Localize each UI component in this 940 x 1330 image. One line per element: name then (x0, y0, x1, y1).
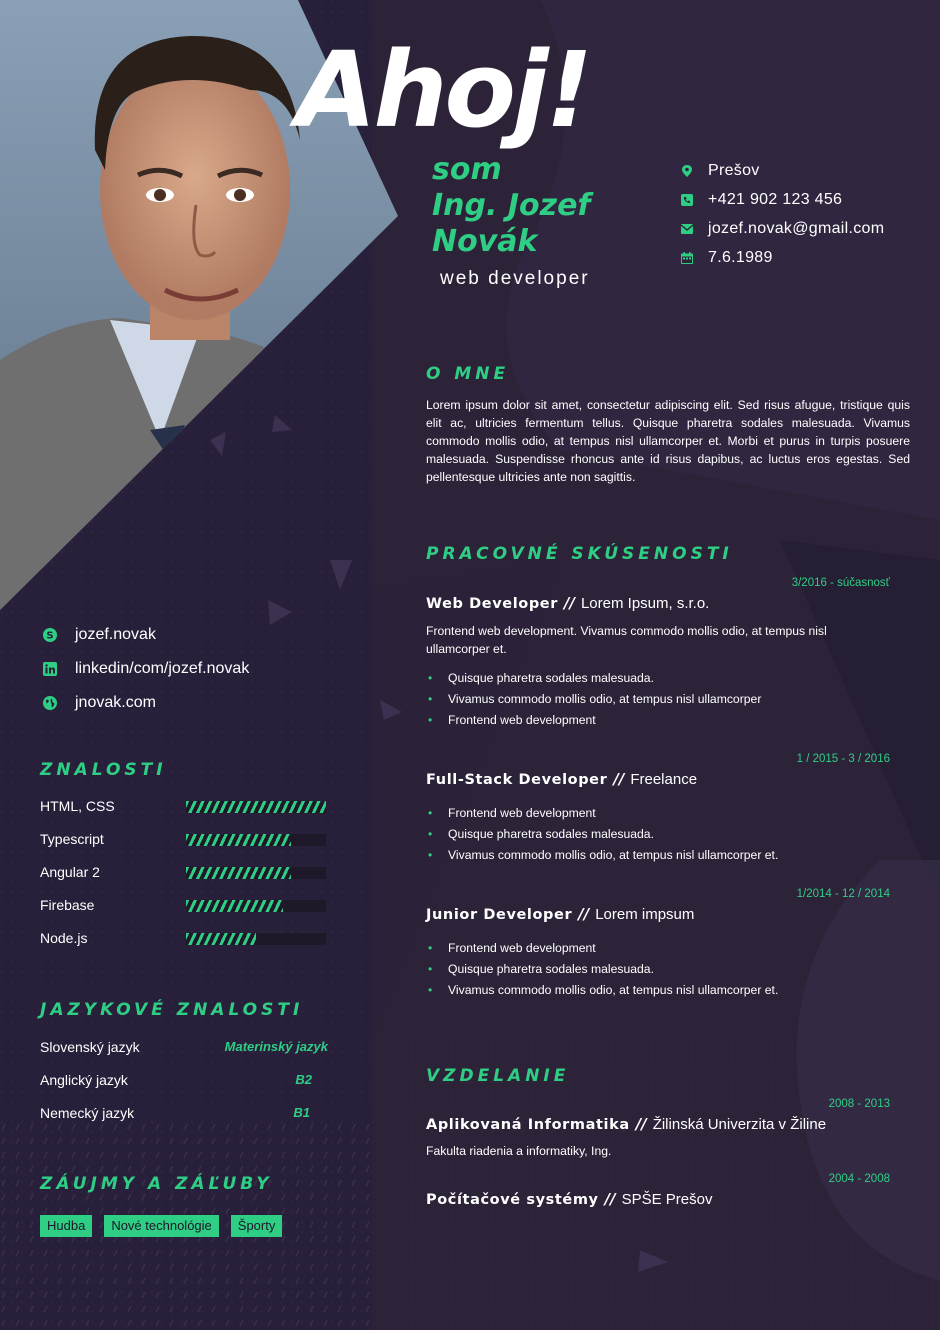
skill-fill (186, 900, 283, 912)
skype-icon (42, 627, 58, 643)
phone-icon (680, 193, 694, 207)
education-heading (426, 1115, 826, 1133)
language-level: Materinský jazyk (224, 1039, 328, 1054)
contact-birthdate (680, 243, 884, 272)
bullet-dot-icon: • (428, 941, 433, 955)
contact-location (680, 156, 884, 185)
hero-greeting: Ahoj! (296, 29, 591, 151)
contact-email-text: jozef.novak@gmail.com (708, 219, 885, 237)
experience-heading (426, 770, 697, 788)
calendar-icon (680, 251, 694, 265)
hero-role: web developer (440, 268, 590, 289)
globe-icon (42, 695, 58, 711)
bullet-dot-icon: • (428, 962, 433, 976)
skills-list (40, 795, 330, 960)
list-item (426, 668, 896, 689)
contact-list (680, 156, 884, 272)
interest-tag: Nové technológie (104, 1215, 218, 1237)
experience-company: Freelance (630, 771, 698, 788)
skill-name: Node.js (40, 930, 88, 946)
list-item (426, 803, 896, 824)
about-title: O MNE (426, 364, 510, 384)
bullet-dot-icon: • (428, 827, 433, 841)
experience-company: Lorem Ipsum, s.r.o. (580, 595, 710, 612)
bullet-dot-icon: • (428, 671, 433, 685)
interest-tag: Hudba (40, 1215, 92, 1237)
education-title: VZDELANIE (426, 1066, 570, 1086)
hero-name: Ing. Jozef Novák (432, 188, 591, 259)
languages-title: JAZYKOVÉ ZNALOSTI (40, 1000, 304, 1020)
skill-fill (186, 933, 256, 945)
education-heading (426, 1190, 712, 1208)
map-pin-icon (680, 164, 694, 178)
language-row (40, 1036, 330, 1069)
language-level: B2 (295, 1072, 312, 1087)
list-item-text: Quisque pharetra sodales malesuada. (448, 962, 654, 976)
bullet-dot-icon: • (428, 983, 433, 997)
language-row (40, 1102, 330, 1135)
separator: // (578, 905, 590, 923)
skill-row (40, 894, 330, 927)
interests-title: ZÁUJMY A ZÁĽUBY (40, 1174, 273, 1194)
skill-name: HTML, CSS (40, 798, 115, 814)
list-item-text: Frontend web development (448, 806, 596, 820)
skill-bar (186, 867, 326, 879)
svg-text:S: S (46, 630, 54, 642)
list-item-text: Vivamus commodo mollis odio, at tempus nisl ullamcorper (448, 692, 762, 706)
experience-bullets (426, 668, 896, 731)
contact-email[interactable] (680, 214, 884, 243)
list-item-text: Quisque pharetra sodales malesuada. (448, 827, 654, 841)
about-text: Lorem ipsum dolor sit amet, consectetur adipiscing elit. Sed risus afugue, tristique quis elit ac, ultricies fermentum tellus. Quisque pharetra sodales malesuada. Vivamus commodo mollis odio, at tempus nisl ullamcorper et. Morbi et purus in turpis posuere malesuada. Suspendisse rhoncus ante id risus dapibus, ac luctus eros egestas. Sed pellentesque ultricies ante non sagittis. (426, 398, 910, 484)
skill-bar (186, 834, 326, 846)
education-degree: Počítačové systémy (426, 1192, 599, 1208)
education-date: 2008 - 2013 (828, 1098, 890, 1110)
skill-name: Angular 2 (40, 864, 100, 880)
bullet-dot-icon: • (428, 848, 433, 862)
experience-role: Junior Developer (426, 907, 573, 923)
skill-fill (186, 834, 291, 846)
language-name: Anglický jazyk (40, 1072, 128, 1088)
experience-heading (426, 905, 694, 923)
list-item-text: Vivamus commodo mollis odio, at tempus nisl ullamcorper et. (448, 983, 779, 997)
education-description: Fakulta riadenia a informatiky, Ing. (426, 1144, 612, 1158)
social-skype[interactable] (42, 618, 249, 652)
education-school: SPŠE Prešov (621, 1191, 713, 1208)
contact-birthdate-text: 7.6.1989 (708, 248, 773, 266)
bullet-dot-icon: • (428, 713, 433, 727)
skill-bar (186, 801, 326, 813)
bullet-dot-icon: • (428, 692, 433, 706)
languages-list (40, 1036, 330, 1135)
contact-phone[interactable] (680, 185, 884, 214)
list-item-text: Frontend web development (448, 941, 596, 955)
social-website-text: jnovak.com (75, 694, 156, 711)
list-item (426, 980, 896, 1001)
list-item (426, 824, 896, 845)
skill-row (40, 927, 330, 960)
skill-row (40, 828, 330, 861)
skills-title: ZNALOSTI (40, 760, 167, 780)
skill-name: Typescript (40, 831, 104, 847)
skill-bar (186, 933, 326, 945)
list-item-text: Quisque pharetra sodales malesuada. (448, 671, 654, 685)
separator: // (564, 594, 575, 612)
separator: // (635, 1115, 647, 1133)
list-item-text: Frontend web development (448, 713, 596, 727)
experience-role: Web Developer (426, 596, 558, 612)
education-school: Žilinská Univerzita v Žiline (652, 1116, 827, 1133)
language-name: Slovenský jazyk (40, 1039, 140, 1055)
experience-role: Full-Stack Developer (426, 772, 608, 788)
list-item (426, 689, 896, 710)
experience-title: PRACOVNÉ SKÚSENOSTI (426, 544, 733, 564)
list-item (426, 710, 896, 731)
skill-name: Firebase (40, 897, 95, 913)
skill-bar (186, 900, 326, 912)
social-linkedin-text: linkedin/com/jozef.novak (75, 660, 250, 677)
language-level: B1 (293, 1105, 310, 1120)
experience-date: 1 / 2015 - 3 / 2016 (796, 753, 890, 765)
social-website[interactable] (42, 686, 249, 720)
education-date: 2004 - 2008 (828, 1173, 890, 1185)
experience-heading (426, 594, 709, 612)
list-item-text: Vivamus commodo mollis odio, at tempus nisl ullamcorper et. (448, 848, 779, 862)
interest-tag: Športy (231, 1215, 283, 1237)
education-degree: Aplikovaná Informatika (426, 1117, 630, 1133)
language-name: Nemecký jazyk (40, 1105, 135, 1121)
separator: // (613, 770, 625, 788)
experience-bullets (426, 803, 896, 866)
skill-row (40, 861, 330, 894)
bullet-dot-icon: • (428, 806, 433, 820)
experience-description: Frontend web development. Vivamus commodo mollis odio, at tempus nisl ullamcorper et. (426, 624, 827, 656)
separator: // (604, 1190, 616, 1208)
list-item (426, 938, 896, 959)
language-row (40, 1069, 330, 1102)
contact-location-text: Prešov (708, 161, 760, 179)
hero-som: som (432, 152, 502, 187)
social-list (42, 618, 249, 720)
experience-company: Lorem impsum (595, 906, 695, 923)
interests-tags (40, 1215, 282, 1237)
skill-fill (186, 867, 291, 879)
social-skype-text: jozef.novak (75, 626, 156, 643)
experience-bullets (426, 938, 896, 1001)
experience-date: 3/2016 - súčasnosť (791, 577, 890, 589)
skill-fill (186, 801, 326, 813)
linkedin-icon (42, 661, 58, 677)
social-linkedin[interactable] (42, 652, 249, 686)
skill-row (40, 795, 330, 828)
list-item (426, 959, 896, 980)
list-item (426, 845, 896, 866)
envelope-icon (680, 222, 694, 236)
experience-date: 1/2014 - 12 / 2014 (796, 888, 890, 900)
contact-phone-text: +421 902 123 456 (708, 190, 843, 208)
